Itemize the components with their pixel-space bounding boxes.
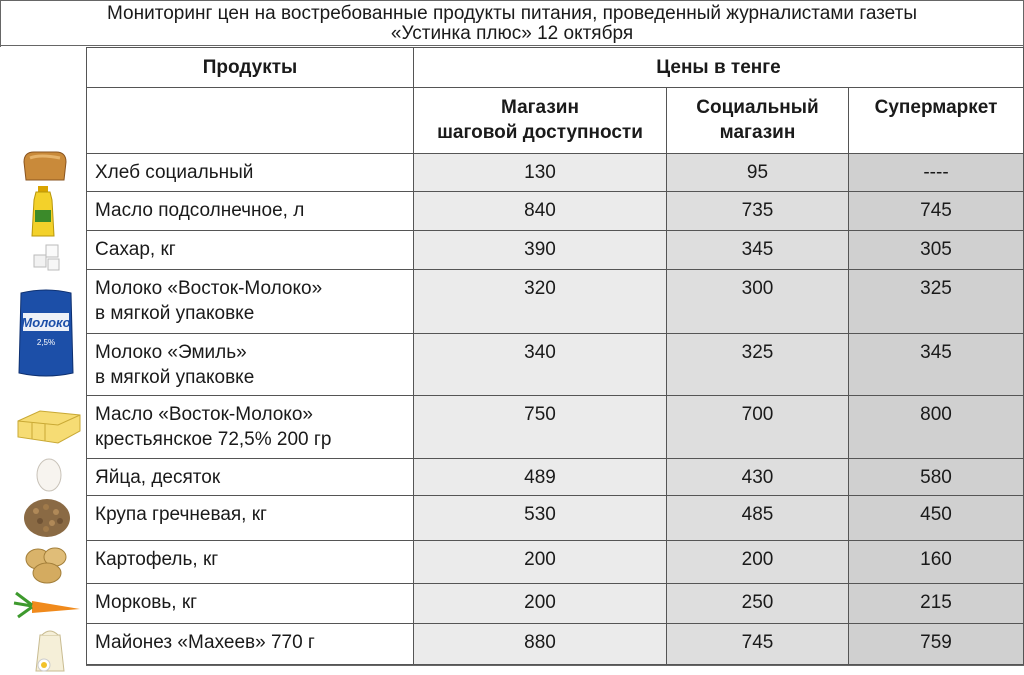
page-title	[0, 0, 1024, 46]
table-row	[87, 192, 1024, 231]
table-row	[87, 496, 1024, 541]
empty-header-cell	[87, 88, 414, 154]
title-line-1: Мониторинг цен на востребованные продукты питания, проведенный журналистами газеты	[107, 3, 917, 24]
price-supermarket: 745	[849, 192, 1024, 231]
price-social-store: 325	[667, 334, 849, 396]
carrot-icon	[12, 589, 82, 621]
price-walking-distance: 489	[414, 459, 667, 496]
product-name: Крупа гречневая, кг	[87, 496, 414, 541]
oil-bottle-icon	[28, 186, 58, 238]
price-walking-distance: 320	[414, 270, 667, 334]
price-walking-distance: 200	[414, 541, 667, 584]
table-row	[87, 334, 1024, 396]
mayonnaise-icon	[30, 627, 70, 675]
product-name: Хлеб социальный	[87, 154, 414, 192]
social-store-header: Социальный магазин	[667, 88, 849, 154]
price-supermarket: 580	[849, 459, 1024, 496]
price-supermarket: ----	[849, 154, 1024, 192]
product-name: Яйца, десяток	[87, 459, 414, 496]
product-name: Картофель, кг	[87, 541, 414, 584]
price-social-store: 745	[667, 624, 849, 665]
sugar-cubes-icon	[30, 243, 64, 273]
product-name: Масло подсолнечное, л	[87, 192, 414, 231]
price-supermarket: 345	[849, 334, 1024, 396]
price-social-store: 345	[667, 231, 849, 270]
price-social-store: 485	[667, 496, 849, 541]
price-supermarket: 160	[849, 541, 1024, 584]
price-supermarket: 325	[849, 270, 1024, 334]
price-supermarket: 759	[849, 624, 1024, 665]
table-row	[87, 396, 1024, 459]
product-name: Масло «Восток-Молоко» крестьянское 72,5% 200 гр	[87, 396, 414, 459]
butter-icon	[14, 403, 84, 447]
product-name: Молоко «Восток-Молоко» в мягкой упаковке	[87, 270, 414, 334]
store-walking-distance-header: Магазин шаговой доступности	[414, 88, 667, 154]
price-walking-distance: 340	[414, 334, 667, 396]
table-row	[87, 459, 1024, 496]
price-supermarket: 215	[849, 584, 1024, 624]
product-icons-column	[0, 47, 86, 666]
price-walking-distance: 390	[414, 231, 667, 270]
table-row	[87, 154, 1024, 192]
price-supermarket: 800	[849, 396, 1024, 459]
price-supermarket: 450	[849, 496, 1024, 541]
table-row	[87, 584, 1024, 624]
product-name: Молоко «Эмиль» в мягкой упаковке	[87, 334, 414, 396]
product-name: Морковь, кг	[87, 584, 414, 624]
price-walking-distance: 750	[414, 396, 667, 459]
bread-icon	[20, 148, 68, 184]
price-social-store: 300	[667, 270, 849, 334]
egg-icon	[34, 455, 64, 493]
price-social-store: 735	[667, 192, 849, 231]
table-row	[87, 270, 1024, 334]
prices-header: Цены в тенге	[414, 48, 1024, 88]
svg-text:Молоко: Молоко	[21, 315, 71, 330]
price-table	[86, 47, 1024, 665]
price-social-store: 250	[667, 584, 849, 624]
buckwheat-icon	[22, 497, 72, 539]
price-social-store: 700	[667, 396, 849, 459]
price-walking-distance: 880	[414, 624, 667, 665]
products-header: Продукты	[87, 48, 414, 88]
price-supermarket: 305	[849, 231, 1024, 270]
table-row	[87, 624, 1024, 665]
supermarket-header: Супермаркет	[849, 88, 1024, 154]
product-name: Майонез «Махеев» 770 г	[87, 624, 414, 665]
price-social-store: 200	[667, 541, 849, 584]
price-social-store: 95	[667, 154, 849, 192]
price-walking-distance: 530	[414, 496, 667, 541]
price-social-store: 430	[667, 459, 849, 496]
price-walking-distance: 130	[414, 154, 667, 192]
potato-icon	[22, 543, 72, 585]
milk-pack-icon	[17, 287, 75, 379]
svg-text:2,5%: 2,5%	[36, 338, 56, 347]
table-row	[87, 541, 1024, 584]
price-walking-distance: 840	[414, 192, 667, 231]
table-row	[87, 231, 1024, 270]
price-walking-distance: 200	[414, 584, 667, 624]
product-name: Сахар, кг	[87, 231, 414, 270]
title-line-2: «Устинка плюс» 12 октября	[390, 23, 634, 44]
